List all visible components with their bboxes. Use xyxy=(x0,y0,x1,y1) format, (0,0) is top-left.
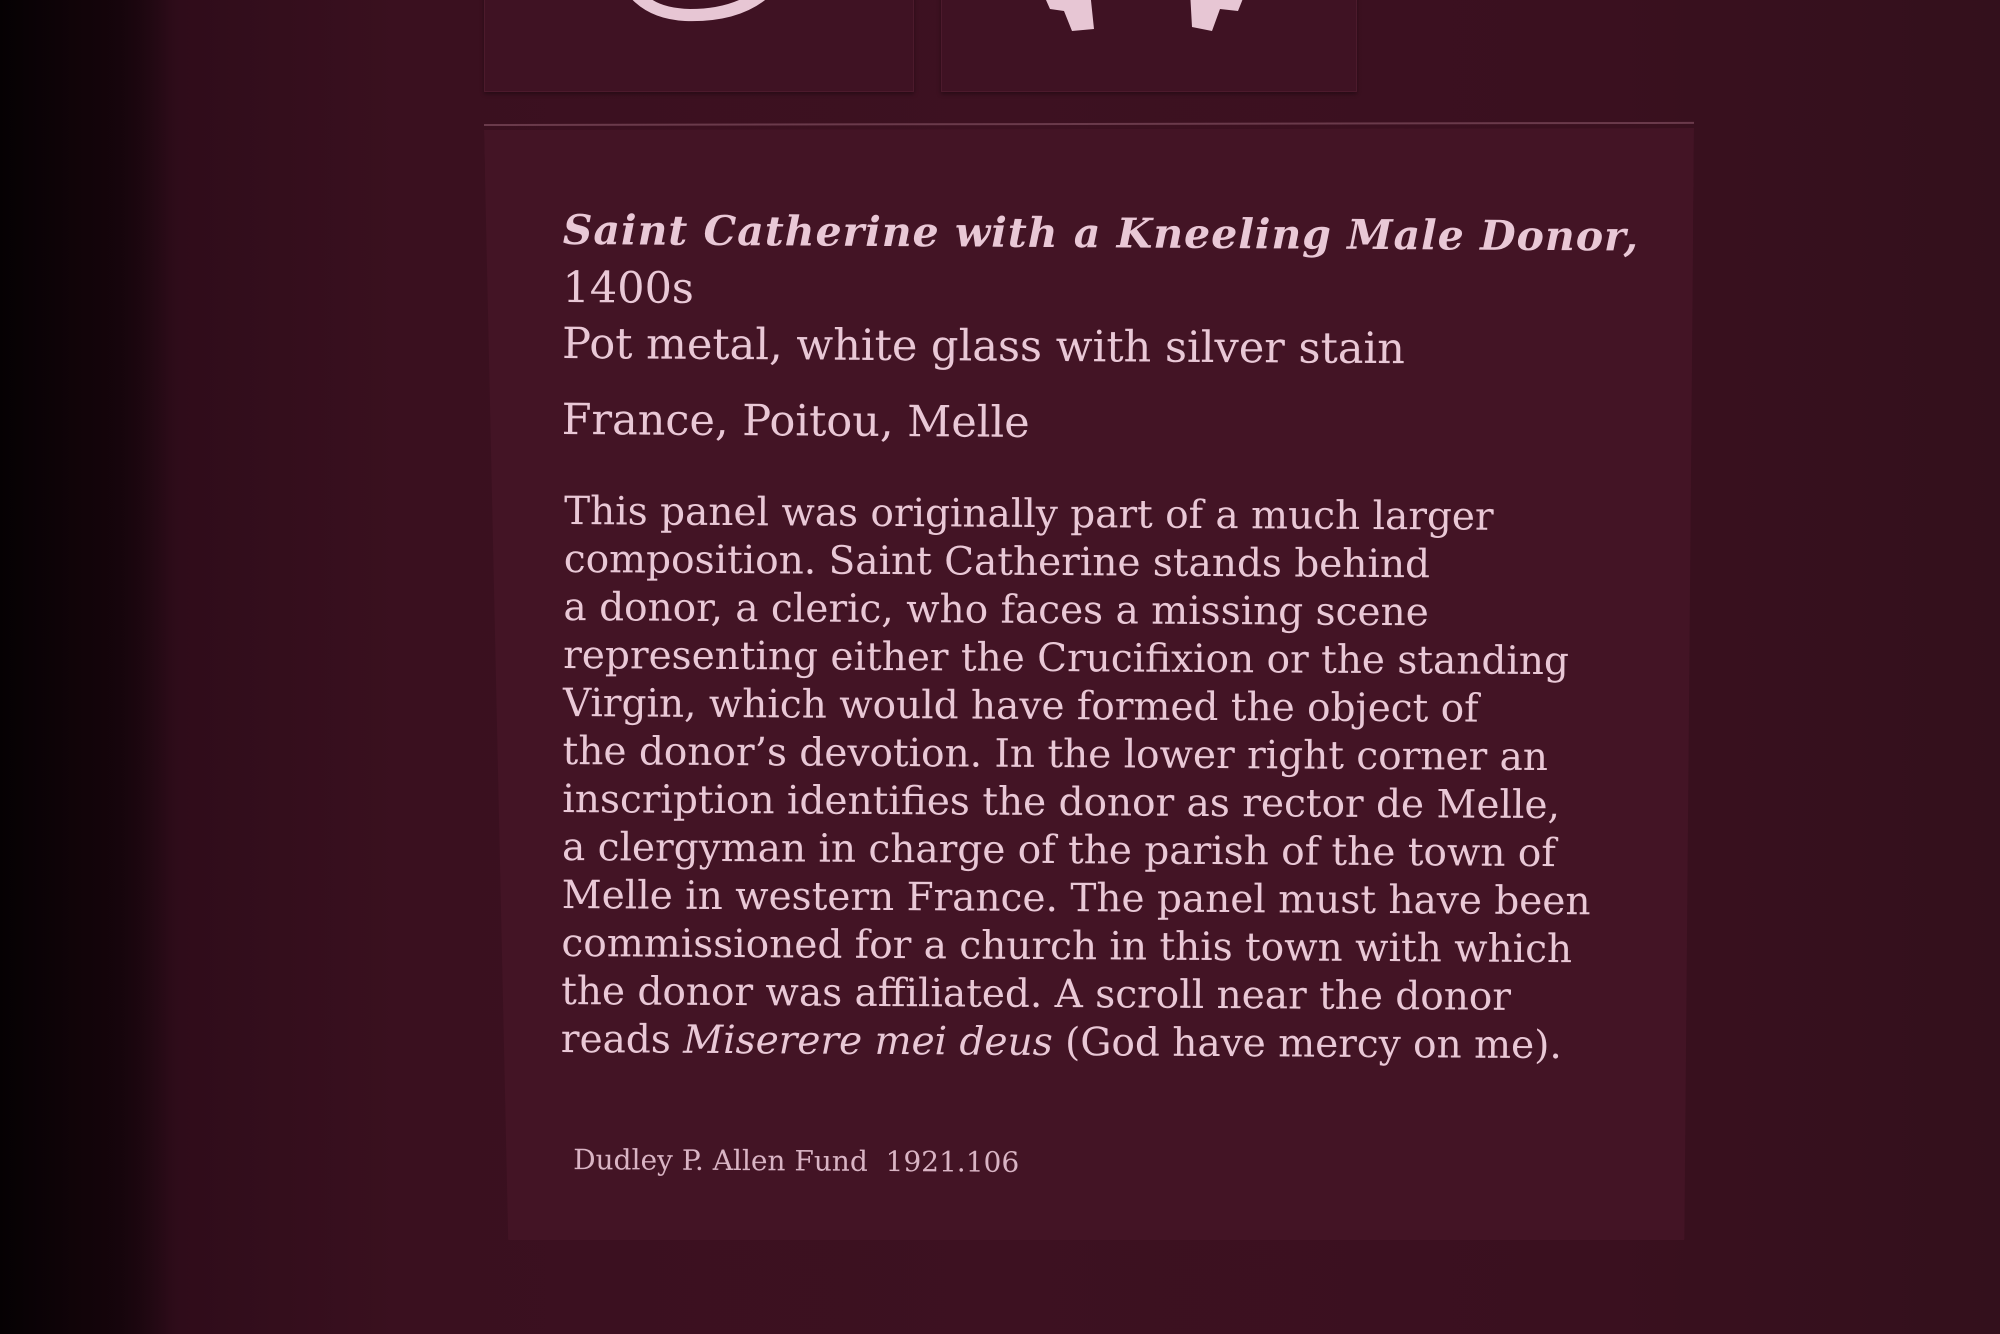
description-last-line xyxy=(561,1016,1618,1070)
description-line: inscription identifies the donor as rector de Melle, xyxy=(562,777,1561,829)
last-line-prefix: reads xyxy=(560,1017,684,1063)
description-line: Virgin, which would have formed the object of xyxy=(562,681,1479,732)
artwork-description xyxy=(561,488,1621,1070)
description-line: a donor, a cleric, who faces a missing scene xyxy=(563,585,1429,636)
description-line: representing either the Crucifixion or the standing xyxy=(563,633,1570,685)
ornament-blocks-icon xyxy=(942,0,1356,91)
description-line: the donor’s devotion. In the lower right corner an xyxy=(562,729,1549,781)
artwork-medium: Pot metal, white glass with silver stain xyxy=(561,318,1406,375)
artwork-origin: France, Poitou, Melle xyxy=(561,394,1030,448)
card-top-edge xyxy=(484,122,1694,126)
description-line: the donor was affiliated. A scroll near the donor xyxy=(561,969,1512,1020)
description-line: a clergyman in charge of the parish of the town of xyxy=(561,825,1556,877)
wall-shadow xyxy=(0,0,170,1334)
artwork-date: 1400s xyxy=(562,262,695,314)
description-line: composition. Saint Catherine stands behind xyxy=(563,537,1431,588)
top-right-panel xyxy=(941,0,1357,92)
last-line-suffix: (God have mercy on me). xyxy=(1052,1020,1562,1069)
description-line: This panel was originally part of a much larger xyxy=(563,489,1494,540)
latin-inscription: Miserere mei deus xyxy=(683,1017,1053,1066)
artwork-title: Saint Catherine with a Kneeling Male Donor, xyxy=(562,205,1640,261)
description-line: commissioned for a church in this town with which xyxy=(561,921,1573,973)
top-left-panel xyxy=(484,0,914,92)
credit-line: Dudley P. Allen Fund 1921.106 xyxy=(573,1143,1020,1179)
description-line: Melle in western France. The panel must have been xyxy=(561,873,1591,925)
ornament-arc-icon xyxy=(485,0,913,91)
label-text xyxy=(557,200,1640,1184)
